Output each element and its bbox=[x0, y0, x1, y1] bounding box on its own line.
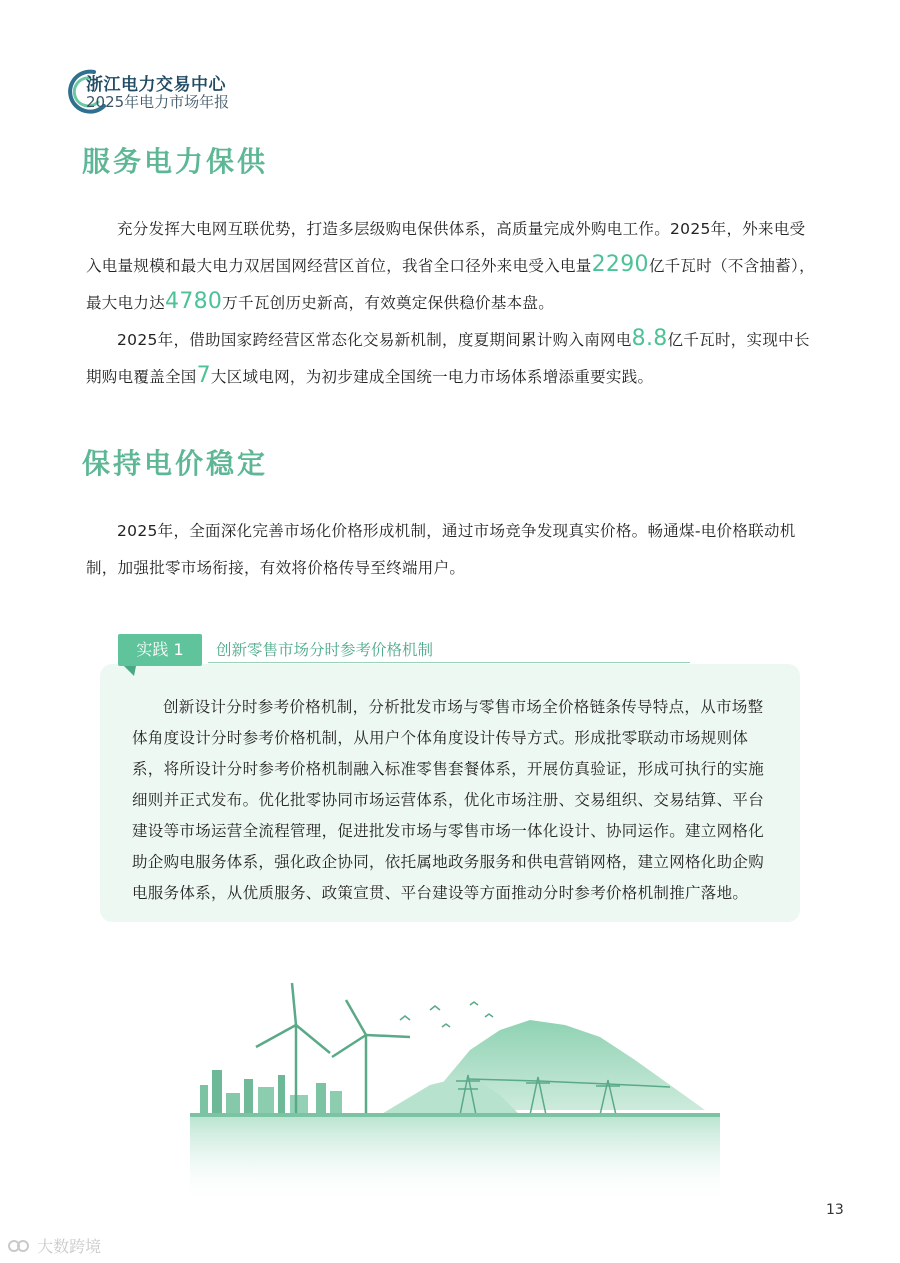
paragraph-price-stability: 2025年，全面深化完善市场化价格形成机制，通过市场竞争发现真实价格。畅通煤-电价格联动机制，加强批零市场衔接，有效将价格传导至终端用户。 bbox=[86, 522, 796, 577]
page-number: 13 bbox=[826, 1202, 844, 1218]
practice-body: 创新设计分时参考价格机制，分析批发市场与零售市场全价格链条传导特点，从市场整体角度设计分时参考价格机制，从用户个体角度设计传导方式。形成批零联动市场规则体系，将所设计分时参考价格机制融入标准零售套餐体系，开展仿真验证，形成可执行的实施细则并正式发布。优化批零协同市场运营体系，优化市场注册、交易组织、交易结算、平台建设等市场运营全流程管理，促进批发市场与零售市场一体化设计、协同运作。建立网格化助企购电服务体系，强化政企协同，依托属地政务服务和供电营销网格，建立网格化助企购电服务体系，从优质服务、政策宣贯、平台建设等方面推动分时参考价格机制推广落地。 bbox=[132, 698, 765, 902]
paragraph-power-supply-2 bbox=[86, 322, 820, 396]
text-run: 充分发挥大电网互联优势，打造多层级购电保供体系，高质量完成外购电工作。2025年，外来电受入电量规模和最大电力双居国网经营区首位，我省全口径外来电受入电量 bbox=[86, 220, 806, 275]
practice-box bbox=[100, 664, 800, 922]
city-silhouette bbox=[200, 1085, 208, 1115]
watermark-logo-icon bbox=[8, 1237, 32, 1259]
org-name: 浙江电力交易中心 bbox=[86, 75, 226, 95]
wind-turbine-landscape-illustration bbox=[180, 975, 740, 1205]
report-title: 2025年电力市场年报 bbox=[86, 93, 230, 111]
report-logo bbox=[64, 66, 324, 116]
section-heading-power-supply: 服务电力保供 bbox=[82, 145, 269, 178]
water-reflection bbox=[190, 1115, 720, 1205]
paragraph-power-supply-1 bbox=[86, 211, 820, 322]
text-run: 亿千瓦时，实现中长期购电覆盖全国 bbox=[86, 331, 810, 386]
wind-turbine bbox=[332, 1000, 410, 1115]
divider bbox=[208, 662, 690, 663]
text-run: 大区域电网，为初步建成全国统一电力市场体系增添重要实践。 bbox=[210, 368, 654, 386]
highlight-number: 2290 bbox=[591, 252, 649, 277]
practice-tag: 实践 1 bbox=[118, 634, 202, 666]
highlight-number: 7 bbox=[196, 363, 211, 388]
text-run: 万千瓦创历史新高，有效奠定保供稳价基本盘。 bbox=[222, 294, 555, 312]
highlight-number: 4780 bbox=[165, 289, 223, 314]
watermark-text: 大数跨境 bbox=[37, 1237, 102, 1256]
text-run: 亿千瓦时（不含抽蓄），最大电力达 bbox=[86, 257, 815, 312]
text-run: 2025年，借助国家跨经营区常态化交易新机制，度夏期间累计购入南网电 bbox=[117, 331, 632, 349]
watermark bbox=[8, 1234, 101, 1259]
practice-header bbox=[118, 634, 692, 676]
practice-title: 创新零售市场分时参考价格机制 bbox=[216, 641, 434, 659]
birds bbox=[400, 1002, 493, 1027]
highlight-number: 8.8 bbox=[631, 326, 668, 351]
section-heading-price-stability: 保持电价稳定 bbox=[82, 447, 269, 480]
